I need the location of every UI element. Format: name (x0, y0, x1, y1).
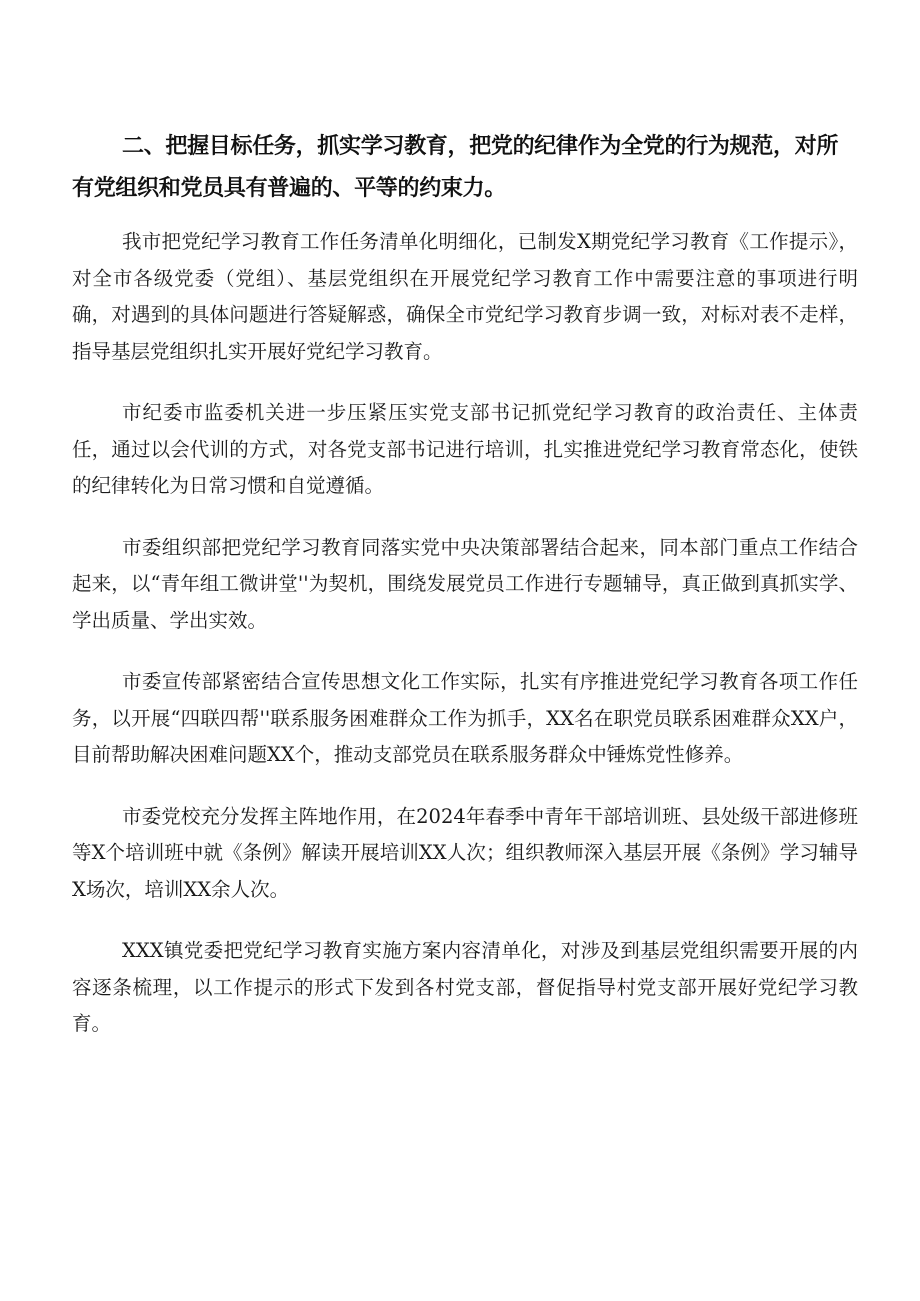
paragraph-city-work-tips: 我市把党纪学习教育工作任务清单化明细化，已制发X期党纪学习教育《工作提示》，对全市各级党委（党组）、基层党组织在开展党纪学习教育工作中需要注意的事项进行明确，对遇到的具体问题进行答疑解惑，确保全市党纪学习教育步调一致，对标对表不走样，指导基层党组织扎实开展好党纪学习教育。 (72, 230, 858, 363)
section-heading: 二、把握目标任务，抓实学习教育，把党的纪律作为全党的行为规范，对所有党组织和党员具有普遍的、平等的约束力。 (72, 134, 839, 201)
paragraph-town-committee: XXX镇党委把党纪学习教育实施方案内容清单化，对涉及到基层党组织需要开展的内容逐条梳理，以工作提示的形式下发到各村党支部，督促指导村党支部开展好党纪学习教育。 (72, 939, 858, 1035)
paragraph-party-school: 市委党校充分发挥主阵地作用，在2024年春季中青年干部培训班、县处级干部进修班等X个培训班中就《条例》解读开展培训XX人次；组织教师深入基层开展《条例》学习辅导X场次，培训XX余人次。 (72, 804, 858, 901)
paragraph-publicity-department: 市委宣传部紧密结合宣传思想文化工作实际，扎实有序推进党纪学习教育各项工作任务，以开展“四联四帮''联系服务困难群众工作为抓手，XX名在职党员联系困难群众XX户，目前帮助解决困难问题XX个，推动支部党员在联系服务群众中锤炼党性修养。 (72, 670, 858, 766)
paragraph-organization-department: 市委组织部把党纪学习教育同落实党中央决策部署结合起来，同本部门重点工作结合起来，以“青年组工微讲堂''为契机，围绕发展党员工作进行专题辅导，真正做到真抓实学、学出质量、学出实效。 (72, 535, 858, 632)
paragraph-discipline-commission: 市纪委市监委机关进一步压紧压实党支部书记抓党纪学习教育的政治责任、主体责任，通过以会代训的方式，对各党支部书记进行培训，扎实推进党纪学习教育常态化，使铁的纪律转化为日常习惯和自觉遵循。 (72, 401, 858, 497)
